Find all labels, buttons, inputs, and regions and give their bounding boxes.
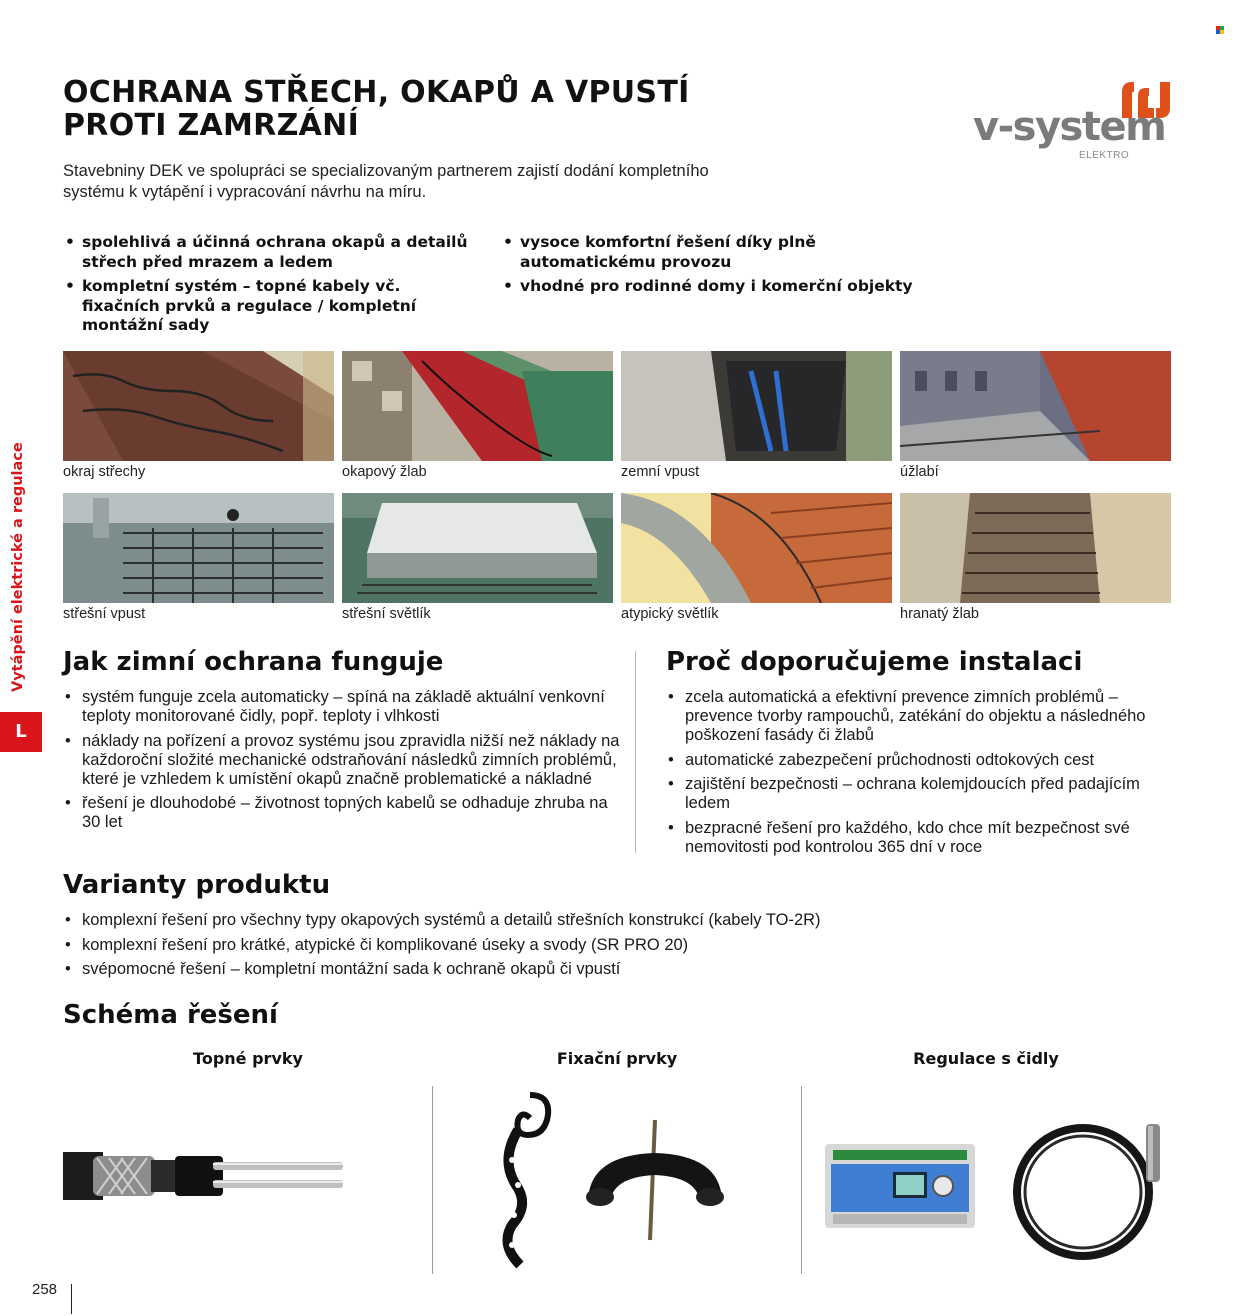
page-title: OCHRANA STŘECH, OKAPŮ A VPUSTÍ PROTI ZAMRZÁNÍ xyxy=(63,75,690,143)
scheme-divider xyxy=(432,1086,433,1274)
list-item: • náklady na pořízení a provoz systému jsou zpravidla nižší než náklady na každoroční složité mechanické odstraňování následků zimních problémů, které je vzhledem k umístění okapů značně problematické a nákladné xyxy=(63,732,623,789)
logo-wordmark: v-system xyxy=(973,104,1166,150)
how-it-works-heading: Jak zimní ochrana funguje xyxy=(63,647,444,677)
list-item: • spolehlivá a účinná ochrana okapů a detailů střech před mrazem a ledem xyxy=(63,233,483,272)
list-item: • vysoce komfortní řešení díky plně automatickému provozu xyxy=(501,233,921,272)
roof-drain-photo xyxy=(63,493,334,603)
photo-caption: hranatý žlab xyxy=(900,606,979,622)
photo-caption: střešní vpust xyxy=(63,606,146,622)
side-chapter-label: Vytápění elektrické a regulace xyxy=(10,442,26,692)
valley-photo xyxy=(900,351,1171,461)
scheme-column-title: Fixační prvky xyxy=(556,1049,678,1068)
list-item: • systém funguje zcela automaticky – spíná na základě aktuální venkovní teploty monitorované čidly, popř. teploty i vlhkosti xyxy=(63,688,623,726)
variants-heading: Varianty produktu xyxy=(63,870,331,900)
fixing-clip-icon xyxy=(580,1115,730,1245)
print-registration-mark xyxy=(1216,26,1224,34)
intro-text: Stavebniny DEK ve spolupráci se specializovaným partnerem zajistí dodání kompletního systému k vytápění i vypracování návrhu na míru. xyxy=(63,162,709,201)
list-item: • kompletní systém – topné kabely vč. fixačních prvků a regulace / kompletní montážní sady xyxy=(63,277,483,336)
variants-list xyxy=(63,911,963,985)
photo-caption: úžlabí xyxy=(900,464,939,480)
list-item: • zajištění bezpečnosti – ochrana kolemjdoucích před padajícím ledem xyxy=(666,775,1176,813)
page-number-divider xyxy=(71,1284,72,1314)
gutter-photo xyxy=(342,351,613,461)
list-item: • bezpracné řešení pro každého, kdo chce mít bezpečnost své nemovitosti pod kontrolou 365 dní v roce xyxy=(666,819,1176,857)
thermostat-icon xyxy=(823,1140,978,1232)
list-item: • komplexní řešení pro krátké, atypické či komplikované úseky a svody (SR PRO 20) xyxy=(63,936,963,955)
scheme-divider xyxy=(801,1086,802,1274)
feature-list-left xyxy=(63,233,483,341)
atypical-skylight-photo xyxy=(621,493,892,603)
how-it-works-list xyxy=(63,688,623,838)
v-system-logo xyxy=(965,76,1180,166)
chapter-tab: L xyxy=(0,712,42,752)
why-recommend-list xyxy=(666,688,1176,862)
scheme-heading: Schéma řešení xyxy=(63,1000,278,1030)
list-item: • řešení je dlouhodobé – životnost topných kabelů se odhaduje zhruba na 30 let xyxy=(63,794,623,832)
list-item: • komplexní řešení pro všechny typy okapových systémů a detailů střešních konstrukcí (kabely TO-2R) xyxy=(63,911,963,930)
why-recommend-heading: Proč doporučujeme instalaci xyxy=(666,647,1083,677)
photo-caption: zemní vpust xyxy=(621,464,700,480)
list-item: • vhodné pro rodinné domy i komerční objekty xyxy=(501,277,921,297)
photo-caption: okraj střechy xyxy=(63,464,146,480)
photo-caption: atypický světlík xyxy=(621,606,719,622)
feature-list-right xyxy=(501,233,921,302)
ground-drain-photo xyxy=(621,351,892,461)
square-gutter-photo xyxy=(900,493,1171,603)
skylight-photo xyxy=(342,493,613,603)
list-item: • svépomocné řešení – kompletní montážní sada k ochraně okapů či vpustí xyxy=(63,960,963,979)
photo-caption: okapový žlab xyxy=(342,464,427,480)
temperature-sensor-icon xyxy=(1008,1110,1173,1270)
photo-caption: střešní světlík xyxy=(342,606,431,622)
scheme-column-title: Topné prvky xyxy=(193,1049,303,1068)
roof-edge-photo xyxy=(63,351,334,461)
fixing-strip-icon xyxy=(490,1090,560,1270)
logo-subtitle: ELEKTRO xyxy=(1079,150,1130,161)
scheme-column-title: Regulace s čidly xyxy=(913,1049,1059,1068)
list-item: • automatické zabezpečení průchodnosti odtokových cest xyxy=(666,751,1176,770)
page-number: 258 xyxy=(32,1281,58,1298)
list-item: • zcela automatická a efektivní prevence zimních problémů – prevence tvorby rampouchů, zatékání do objektu a následného poškození fasády či žlabů xyxy=(666,688,1176,745)
column-divider xyxy=(635,651,636,853)
heating-cable-icon xyxy=(63,1140,348,1212)
